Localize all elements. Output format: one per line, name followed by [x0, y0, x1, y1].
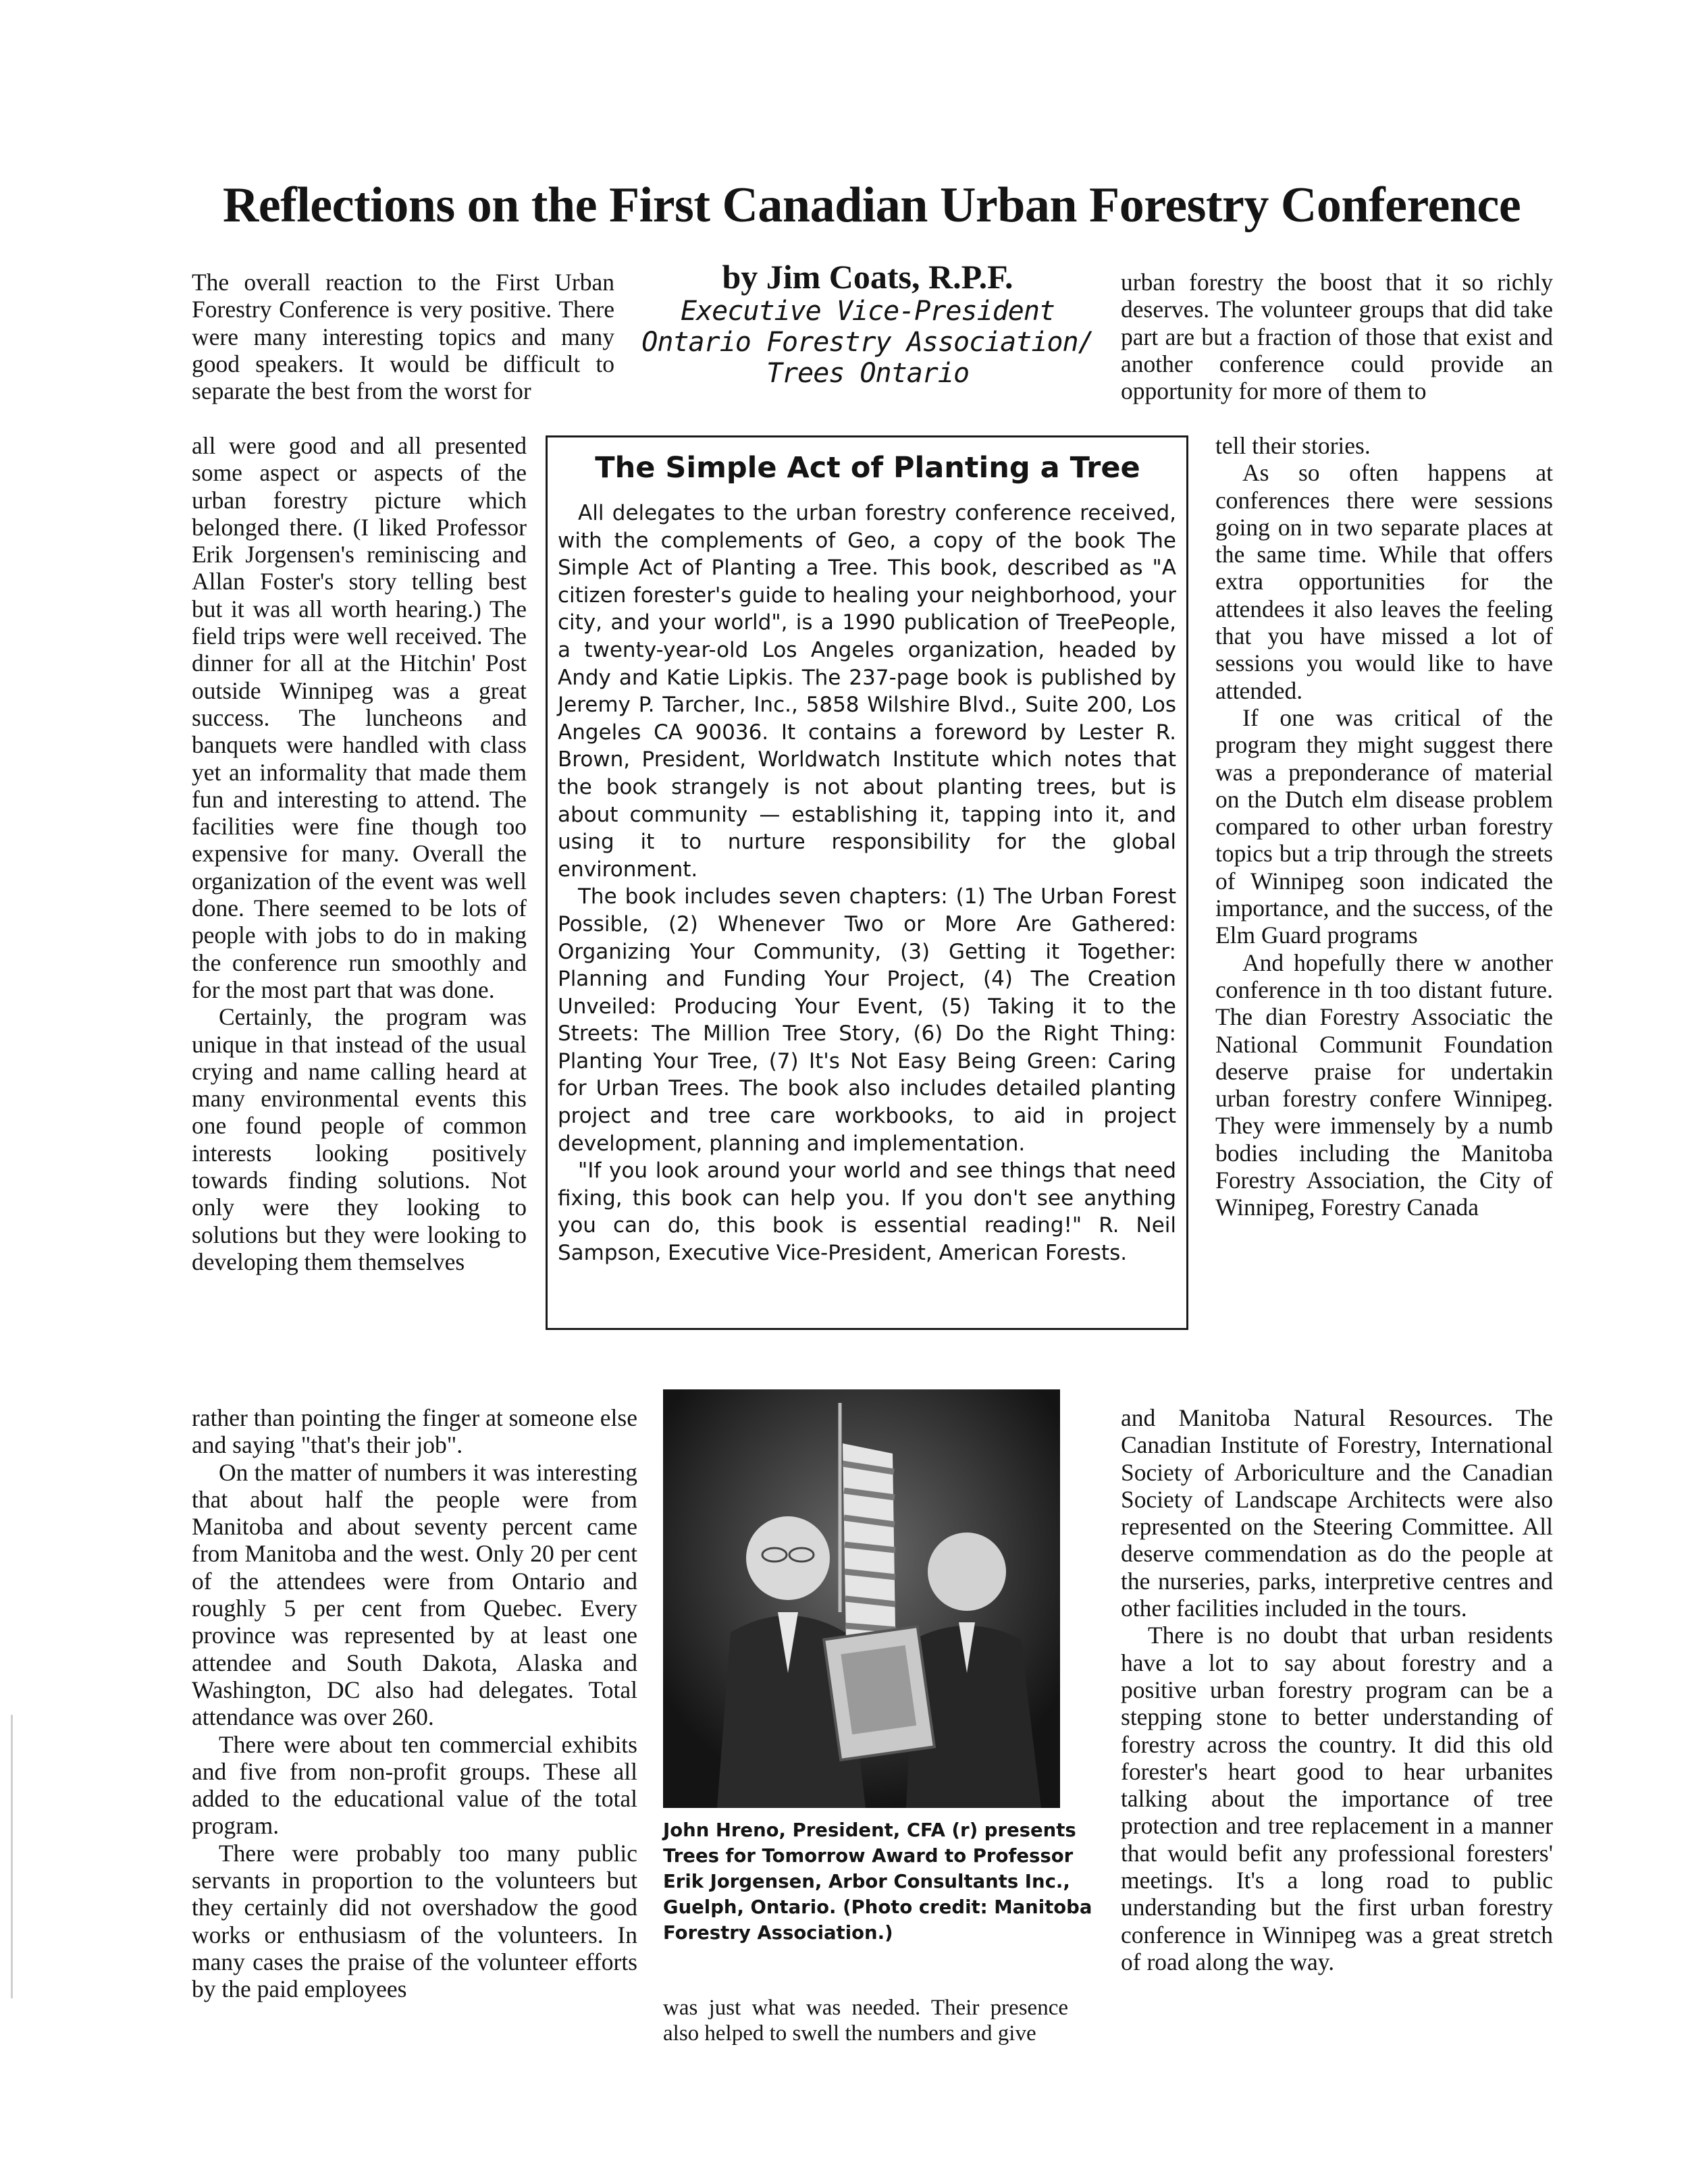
body-column-middle-bottom — [663, 1995, 1068, 2046]
body-column-left-middle — [192, 432, 527, 1275]
paragraph: rather than pointing the finger at someone else and saying "that's their job". — [192, 1404, 637, 1459]
body-column-right-middle — [1215, 432, 1553, 1221]
article-title: Reflections on the First Canadian Urban Forestry Conference — [222, 178, 1521, 233]
paragraph: There were about ten commercial exhibits and five from non-profit groups. These all added to the educational value of the total program. — [192, 1730, 637, 1840]
paragraph: was just what was needed. Their presence also helped to swell the numbers and give — [663, 1996, 1068, 2046]
byline-organization-2: Trees Ontario — [766, 358, 970, 389]
body-column-right-bottom — [1121, 1404, 1553, 1975]
paragraph: On the matter of numbers it was interesting that about half the people were from Manitoba and about seventy percent came from Manitoba and the west. Only 20 per cent of the attendees were from Ontario and roughly 5 per cent from Quebec. Every province was represented by at least one attendee and South Dakota, Alaska and Washington, DC also had delegates. Total attendance was over 260. — [192, 1458, 637, 1731]
paragraph: tell their stories. — [1215, 432, 1371, 459]
paragraph: urban forestry the boost that it so richly deserves. The volunteer groups that did take part are but a fraction of those that exist and another conference could provide an opportunity for more of them to — [1121, 269, 1553, 405]
sidebar-paragraph: "If you look around your world and see things that need fixing, this book can help you. If you don't see anything you can do, this book is essential reading!" R. Neil Sampson, Executive Vice-President, American Forests. — [558, 1158, 1176, 1266]
sidebar-body — [558, 500, 1176, 1267]
photo-caption — [663, 1817, 1095, 1946]
paragraph: The overall reaction to the First Urban Forestry Conference is very positive. There were many interesting topics and many good speakers. It would be difficult to separate the best from the worst for — [192, 269, 614, 405]
paragraph: If one was critical of the program they might suggest there was a preponderance of material on the Dutch elm disease problem compared to other urban forestry topics but a trip through the streets of Winnipeg soon indicated the importance, and the success, of the Elm Guard programs — [1215, 703, 1553, 949]
sidebar-paragraph: All delegates to the urban forestry conference received, with the complements of Geo, a copy of the book The Simple Act of Planting a Tree. This book, described as "A citizen forester's guide to healing your neighborhood, your city, and your world", is a 1990 publication of TreePeople, a twenty-year-old Los Angeles organization, headed by Andy and Katie Lipkis. The 237-page book is published by Jeremy P. Tarcher, Inc., 5858 Wilshire Blvd., Suite 200, Los Angeles CA 90036. It contains a foreword by Lester R. Brown, President, Worldwatch Institute which notes that the book strangely is not about planting trees, but is about community — establishing it, tapping into it, and using it to nurture responsibility for the global environment. — [558, 501, 1176, 882]
paragraph: And hopefully there w another conference in th too distant future. The dian Forestry Associatic the National Communit Foundation deserve praise for undertakin urban forestry confere Winnipeg. They were immensely by a numb bodies including the Manitoba Forestry Association, the City of Winnipeg, Forestry Canada — [1215, 949, 1553, 1221]
paragraph: There is no doubt that urban residents have a lot to say about forestry and a positive urban forestry program can be a stepping stone to better understanding of forestry across the country. It did this old forester's heart good to hear urbanites talking about the importance of tree protection and tree replacement in a manner that would befit any professional foresters' meetings. It's a long road to public understanding but the first urban forestry conference in Winnipeg was a great stretch of road along the way. — [1121, 1622, 1553, 1975]
body-column-left-bottom — [192, 1404, 637, 2003]
body-column-right-top — [1121, 269, 1553, 404]
sidebar-paragraph: The book includes seven chapters: (1) The Urban Forest Possible, (2) Whenever Two or More Are Gathered: Organizing Your Community, (3) Getting it Together: Planning and Funding Your Project, (4) The Creation Unveiled: Producing Your Event, (5) Taking it to the Streets: The Million Tree Story, (6) Do the Right Thing: Planting Your Tree, (7) It's Not Easy Being Green: Caring for Urban Trees. The book also includes detailed planting project and tree care workbooks, to aid in project development, planning and implementation. — [558, 884, 1176, 1156]
award-photo — [663, 1389, 1060, 1808]
photo-caption-text: John Hreno, President, CFA (r) presents Trees for Tomorrow Award to Professor Erik Jorgensen, Arbor Consultants Inc., Guelph, Ontario. (Photo credit: Manitoba Forestry Association.) — [663, 1819, 1092, 1944]
award-photo-image — [663, 1389, 1060, 1808]
sidebar-title: The Simple Act of Planting a Tree — [595, 451, 1140, 485]
byline-role-title: Executive Vice-President — [681, 296, 1055, 327]
paragraph: and Manitoba Natural Resources. The Canadian Institute of Forestry, International Society of Arboriculture and the Canadian Society of Landscape Architects were also represented on the Steering Committee. All deserve commendation as do the people at the nurseries, parks, interpretive centres and other facilities included in the tours. — [1121, 1404, 1553, 1622]
byline-organization: Ontario Forestry Association/ — [641, 327, 1094, 358]
paragraph: Certainly, the program was unique in that instead of the usual crying and name calling heard at many environmental events this one found people of common interests looking positively towards finding solutions. Not only were they looking to solutions but they were looking to developing them themselves — [192, 1003, 527, 1275]
paragraph: As so often happens at conferences there were sessions going on in two separate places at the same time. While that offers extra opportunities for the attendees it also leaves the feeling that you have missed a lot of sessions you would like to have attended. — [1215, 459, 1553, 704]
paragraph: There were probably too many public servants in proportion to the volunteers but they certainly did not overshadow the good works or enthusiasm of the volunteers. In many cases the praise of the volunteer efforts by the paid employees — [192, 1839, 637, 2003]
byline-author: by Jim Coats, R.P.F. — [722, 258, 1013, 296]
byline — [631, 258, 1104, 389]
scan-edge-mark — [11, 1715, 13, 1998]
body-column-left-top — [192, 269, 614, 404]
paragraph: all were good and all presented some aspect or aspects of the urban forestry picture which belonged there. (I liked Professor Erik Jorgensen's reminiscing and Allan Foster's story telling best but it was all worth hearing.) The field trips were well received. The dinner for all at the Hitchin' Post outside Winnipeg was a great success. The luncheons and banquets were handled with class yet an informality that made them fun and interesting to attend. The facilities were fine though too expensive for many. Overall the organization of the event was well done. There seemed to be lots of people with jobs to do in making the conference run smoothly and for the most part that was done. — [192, 432, 527, 1003]
